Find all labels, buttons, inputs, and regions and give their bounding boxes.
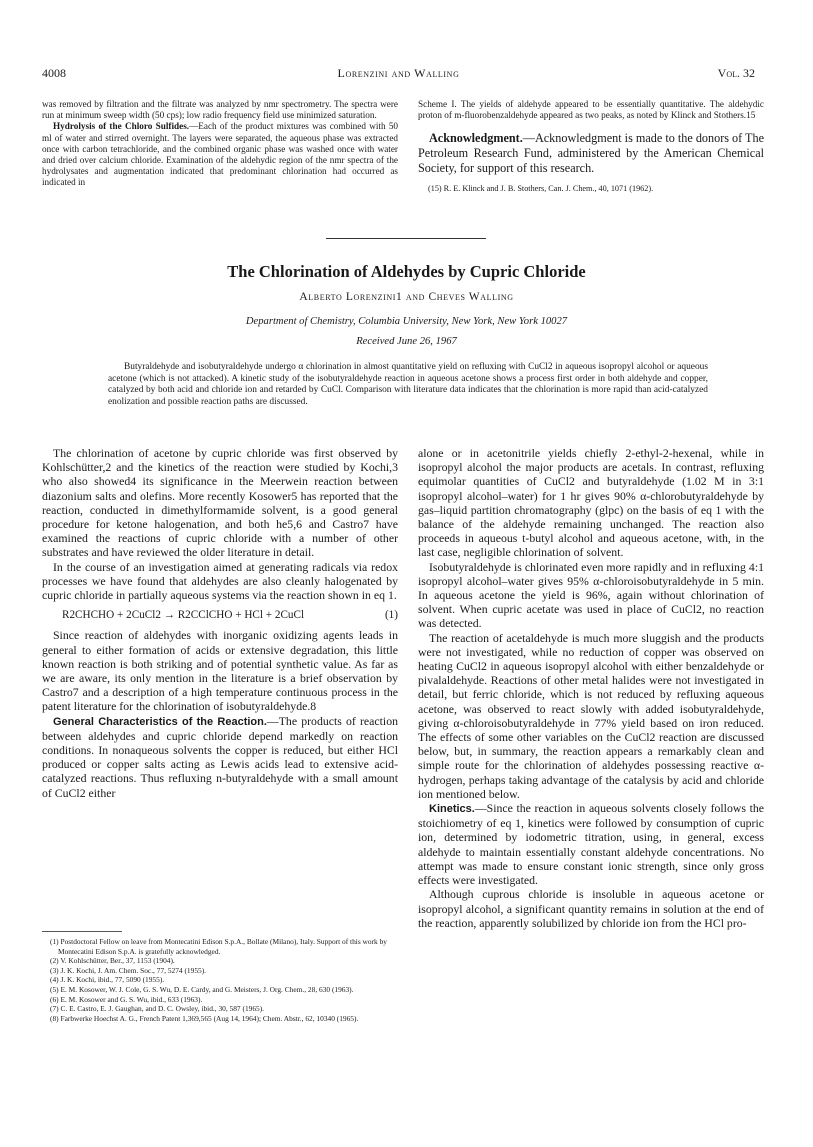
- paragraph: The reaction of acetaldehyde is much more sluggish and the products were not investigated, while no reduction of copper was observed on heating CuCl2 in aqueous isopropyl alcohol with either benzaldehyde or pivalaldehyde. Reactions of other metal halides were not investigated in detail, but ferric chloride, which is not reduced by refluxing aqueous acetone, was observed to react slowly with added isobutyraldehyde, giving α-chloroisobutyraldehyde in 77% yield based on iron reduced. The effects of some other variables on the CuCl2 reaction are discussed below, but, in summary, the reaction appears a remarkably clean and simple route for the chlorination of aldehydes possessing reactive α-hydrogen, perhaps taking advantage of the catalysis by acid and chloride ion mentioned below.: [418, 630, 764, 801]
- footnote: (8) Farbwerke Hoechst A. G., French Patent 1,369,565 (Aug 14, 1964); Chem. Abstr., 62, 10340 (1965).: [50, 1013, 359, 1023]
- paragraph: Although cuprous chloride is insoluble in aqueous acetone or isopropyl alcohol, a significant quantity remains in solution at the end of the reaction, apparently solubilized by chloride ion from the HCl pro-: [418, 887, 764, 930]
- body-left-column: [42, 446, 398, 800]
- paragraph: Scheme I. The yields of aldehyde appeared to be essentially quantitative. The aldehydic proton of m-fluorobenzaldehyde appeared as two peaks, as noted by Klinck and Stothers.15: [418, 99, 764, 121]
- section-heading: Hydrolysis of the Chloro Sulfides.: [53, 121, 190, 132]
- paragraph: [418, 801, 764, 887]
- article-affiliation: Department of Chemistry, Columbia University, New York, New York 10027: [245, 316, 568, 327]
- footnotes: [42, 937, 398, 1023]
- running-header: [42, 66, 755, 82]
- prev-article-left-column: [42, 99, 398, 189]
- paragraph: [42, 714, 398, 800]
- equation-text: R2CHCHO + 2CuCl2 → R2CClCHO + HCl + 2CuCl: [62, 609, 305, 622]
- footnote: (1) Postdoctoral Fellow on leave from Montecatini Edison S.p.A., Bollate (Milano), Italy. Support of this work by Montecatini Edison S.p.A. is gratefully acknowledged.: [50, 937, 387, 956]
- article-divider: [326, 238, 486, 239]
- article-title: The Chlorination of Aldehydes by Cupric Chloride: [227, 262, 586, 281]
- footnote: (6) E. M. Kosower and G. S. Wu, ibid., 633 (1963).: [50, 994, 203, 1004]
- paragraph-text: —The products of reaction between aldehydes and cupric chloride depend markedly on reaction conditions. In nonaqueous solvents the copper is reduced, but either HCl produced or copper salts acting as Lewis acids lead to extensive acid-catalyzed reactions. Thus refluxing n-butyraldehyde with a small amount of CuCl2 either: [42, 713, 398, 800]
- paragraph-text: —Each of the product mixtures was combined with 50 ml of water and stirred overnight. The layers were separated, the aqueous phase was extracted once with carbon tetrachloride, and the combined organic phase was washed once with water and dried over calcium chloride. Examination of the aldehydic region of the nmr spectra of the hydrolysates and augmentation indicated that predominant chlorination had occurred as indicated in: [42, 121, 399, 188]
- abstract: Butyraldehyde and isobutyraldehyde undergo α chlorination in almost quantitative yield on refluxing with CuCl2 in aqueous isopropyl alcohol or aqueous acetone (which is not attacked). A kinetic study of the isobutyraldehyde reaction in aqueous acetone shows a process first order in both aldehyde and copper, catalyzed by both acid and chloride ion and retarded by CuCl. Comparison with literature data indicates that the chlorination is more rapid than acid-catalyzed enolization and possible reaction paths are discussed.: [108, 362, 708, 407]
- paragraph: In the course of an investigation aimed at generating radicals via redox processes we have found that aldehydes are also cleanly halogenated by cupric chloride in partially aqueous systems via the reaction shown in eq 1.: [42, 559, 398, 603]
- volume-label: Vol. 32: [717, 66, 755, 80]
- paragraph: was removed by filtration and the filtrate was analyzed by nmr spectrometry. The spectra were run at minimum sweep width (50 cps); low radio frequency field use minimized saturation.: [42, 99, 398, 121]
- footnote: (5) E. M. Kosower, W. J. Cole, G. S. Wu, D. E. Cardy, and G. Meisters, J. Org. Chem., 28, 630 (1963).: [50, 984, 354, 994]
- footnote: (2) V. Kohlschütter, Ber., 37, 1153 (1904).: [50, 956, 175, 966]
- section-heading: Kinetics.: [429, 803, 475, 816]
- section-heading: General Characteristics of the Reaction.: [53, 715, 267, 728]
- footnote: (4) J. K. Kochi, ibid., 77, 5090 (1955).: [50, 975, 165, 985]
- paragraph: alone or in acetonitrile yields chiefly 2-ethyl-2-hexenal, while in isopropyl alcohol the major products are acetals. In contrast, refluxing equimolar quantities of CuCl2 and butyraldehyde (1.02 M in 3:1 isopropyl alcohol–water) for 1 hr gives 90% α-chlorobutyraldehyde by gas–liquid partition chromatography (glpc) on the basis of eq 1 with the balance of the aldehyde remaining unchanged. The reaction also proceeds in aqueous t-butyl alcohol and aqueous acetone, with, in the last case, negligible chlorination of solvent.: [418, 446, 764, 560]
- footnote: (7) C. E. Castro, E. J. Gaughan, and D. C. Owsley, ibid., 30, 587 (1965).: [50, 1004, 265, 1014]
- paragraph: Isobutyraldehyde is chlorinated even more rapidly and in refluxing 4:1 isopropyl alcohol–water gives 95% α-chloroisobutyraldehyde in 5 min. In aqueous acetone the yield is 96%, again without chlorination of solvent. When cupric acetate was used in place of CuCl2, no reaction was detected.: [418, 559, 764, 631]
- body-right-column: [418, 446, 764, 930]
- page-number: 4008: [42, 66, 66, 80]
- paragraph: Since reaction of aldehydes with inorganic oxidizing agents leads in general to either formation of acids or extensive degradation, this little known reaction is both striking and of potential synthetic value. As far as we are aware, its only mention in the literature is a brief observation by Castro7 and a description of a high temperature continuous process in the patent literature for the chlorination of isobutyraldehyde.8: [42, 628, 398, 714]
- received-date: Received June 26, 1967: [356, 336, 457, 347]
- acknowledgment: [418, 131, 764, 176]
- running-title: Lorenzini and Walling: [337, 66, 460, 80]
- paragraph: The chlorination of acetone by cupric chloride was first observed by Kohlschütter,2 and the kinetics of the reaction were studied by Kochi,3 who also showed4 its significance in the Meerwein reaction between diazonium salts and olefins. More recently Kosower5 has reported that the reaction, conducted in dimethylformamide solvent, is a good general procedure for ketone halogenation, and both he5,6 and Castro7 have examined the reactions of cupric chloride with a number of other substrates and have reviewed the older literature in detail.: [42, 446, 398, 560]
- article-authors: Alberto Lorenzini1 and Cheves Walling: [299, 291, 514, 303]
- footnote: (3) J. K. Kochi, J. Am. Chem. Soc., 77, 5274 (1955).: [50, 965, 207, 975]
- paragraph: [42, 121, 398, 188]
- equation: [62, 608, 398, 622]
- paragraph-text: —Acknowledgment is made to the donors of The Petroleum Research Fund, administered by the American Chemical Society, for support of this research.: [418, 131, 764, 176]
- footnote-divider: [42, 931, 122, 932]
- section-heading: Acknowledgment.: [429, 131, 523, 146]
- prev-article-right-column: [418, 99, 764, 194]
- reference-note: (15) R. E. Klinck and J. B. Stothers, Can. J. Chem., 40, 1071 (1962).: [428, 184, 654, 194]
- paragraph-text: —Since the reaction in aqueous solvents closely follows the stoichiometry of eq 1, kinetics were followed by consumption of cupric ion, determined by iodometric titration, using, in general, excess aldehyde to maintain essentially constant aldehyde concentrations. No attempt was made to ensure constant ionic strength, since only gross effects were investigated.: [418, 801, 764, 888]
- equation-number: (1): [384, 609, 398, 622]
